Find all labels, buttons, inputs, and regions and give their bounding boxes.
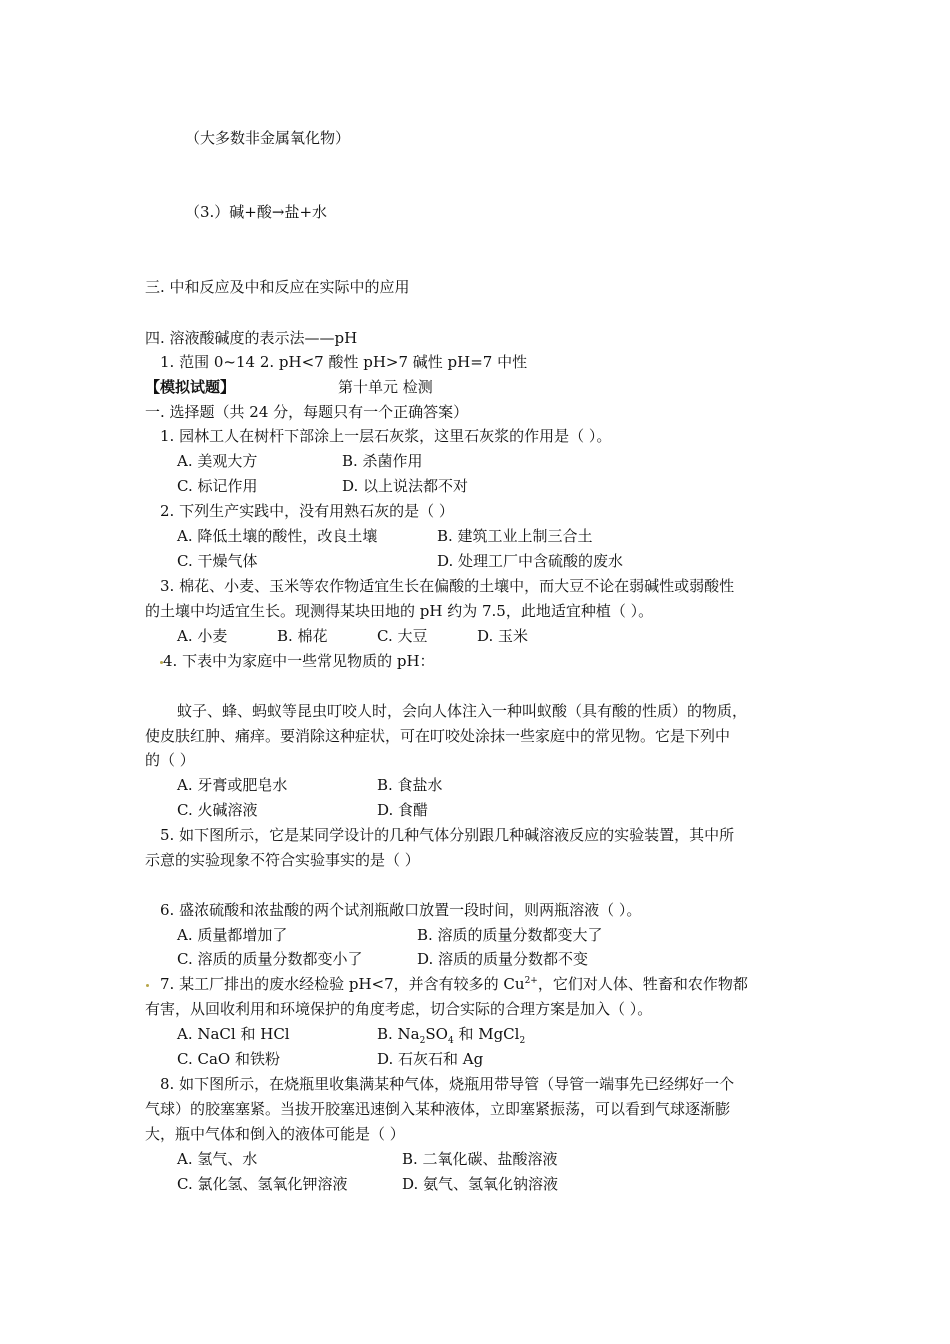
q2-option-d: D. 处理工厂中含硫酸的废水	[437, 552, 624, 570]
q7-stem-part-a: 7. 某工厂排出的废水经检验 pH<7，并含有较多的 Cu	[160, 975, 525, 993]
q1-option-b: B. 杀菌作用	[342, 452, 423, 470]
q4-option-b: B. 食盐水	[377, 776, 443, 794]
text-nonmetal-oxides: （大多数非金属氧化物）	[185, 129, 351, 147]
q7-b-sub-2: 4	[447, 1036, 454, 1046]
q6-option-a: A. 质量都增加了	[177, 926, 288, 944]
q3-option-b: B. 棉花	[277, 627, 328, 645]
q8-option-c: C. 氯化氢、氢氧化钾溶液	[177, 1175, 348, 1193]
q4-paragraph-line-3: 的（ ）	[145, 751, 195, 769]
q4-stem: 4. 下表中为家庭中一些常见物质的 pH：	[163, 652, 435, 670]
q8-stem-line-3: 大，瓶中气体和倒入的液体可能是（ ）	[145, 1125, 405, 1143]
q7-option-d: D. 石灰石和 Ag	[377, 1050, 484, 1068]
q8-stem-line-2: 气球）的胶塞塞紧。当拔开胶塞迅速倒入某种液体，立即塞紧振荡，可以看到气球逐渐膨	[145, 1100, 731, 1118]
q7-stem-line-2: 有害，从回收利用和环境保护的角度考虑，切合实际的合理方案是加入（ ）。	[145, 1000, 653, 1018]
q1-option-a: A. 美观大方	[177, 452, 258, 470]
q5-stem-line-2: 示意的实验现象不符合实验事实的是（ ）	[145, 851, 420, 869]
q2-stem: 2. 下列生产实践中，没有用熟石灰的是（ ）	[160, 502, 454, 520]
q5-stem-line-1: 5. 如下图所示，它是某同学设计的几种气体分别跟几种碱溶液反应的实验装置，其中所	[160, 826, 735, 844]
q4-paragraph-line-2: 使皮肤红肿、痛痒。要消除这种症状，可在叮咬处涂抹一些家庭中的常见物。它是下列中	[145, 727, 731, 745]
q1-option-d: D. 以上说法都不对	[342, 477, 469, 495]
q7-b-text-3: 和 MgCl	[453, 1025, 520, 1043]
q7-b-sub-3: 2	[519, 1036, 526, 1046]
q4-option-d: D. 食醋	[377, 801, 429, 819]
text-base-acid-reaction: （3.）碱+酸→盐+水	[185, 203, 328, 221]
q3-stem-line-2: 的土壤中均适宜生长。现测得某块田地的 pH 约为 7.5，此地适宜种植（ ）。	[145, 602, 654, 620]
q3-stem-line-1: 3. 棉花、小麦、玉米等农作物适宜生长在偏酸的土壤中，而大豆不论在弱碱性或弱酸性	[160, 577, 735, 595]
q1-option-c: C. 标记作用	[177, 477, 258, 495]
unit-title: 第十单元 检测	[338, 378, 433, 396]
section-4-heading: 四. 溶液酸碱度的表示法——pH	[145, 329, 358, 347]
q8-option-d: D. 氨气、氢氧化钠溶液	[402, 1175, 559, 1193]
q7-option-a: A. NaCl 和 HCl	[177, 1025, 290, 1043]
q7-stem-part-b: ，它们对人体、牲畜和农作物都	[537, 975, 748, 993]
q3-option-d: D. 玉米	[477, 627, 529, 645]
q4-option-a: A. 牙膏或肥皂水	[177, 776, 288, 794]
mock-test-label: 【模拟试题】	[145, 378, 236, 396]
q6-option-b: B. 溶质的质量分数都变大了	[417, 926, 603, 944]
ph-range-line: 1. 范围 0~14 2. pH<7 酸性 pH>7 碱性 pH=7 中性	[160, 353, 528, 371]
q7-stem-line-1	[160, 974, 748, 994]
q7-b-sub-1: 2	[419, 1036, 426, 1046]
q2-option-c: C. 干燥气体	[177, 552, 258, 570]
q7-option-b	[377, 1024, 525, 1044]
q8-stem-line-1: 8. 如下图所示，在烧瓶里收集满某种气体，烧瓶用带导管（导管一端事先已经绑好一个	[160, 1075, 735, 1093]
q1-stem: 1. 园林工人在树杆下部涂上一层石灰浆，这里石灰浆的作用是（ ）。	[160, 427, 612, 445]
q8-option-a: A. 氢气、水	[177, 1150, 258, 1168]
q6-option-d: D. 溶质的质量分数都不变	[417, 950, 589, 968]
q8-option-b: B. 二氧化碳、盐酸溶液	[402, 1150, 558, 1168]
q7-b-text-1: B. Na	[377, 1025, 420, 1043]
q4-paragraph-line-1: 蚊子、蜂、蚂蚁等昆虫叮咬人时，会向人体注入一种叫蚁酸（具有酸的性质）的物质，	[177, 702, 748, 720]
q3-option-a: A. 小麦	[177, 627, 228, 645]
bullet-dot	[146, 984, 149, 987]
q3-option-c: C. 大豆	[377, 627, 428, 645]
section-3-heading: 三. 中和反应及中和反应在实际中的应用	[145, 278, 410, 296]
q6-option-c: C. 溶质的质量分数都变小了	[177, 950, 363, 968]
q2-option-b: B. 建筑工业上制三合土	[437, 527, 593, 545]
copper-ion-charge: 2+	[524, 976, 538, 986]
q7-option-c: C. CaO 和铁粉	[177, 1050, 280, 1068]
q4-option-c: C. 火碱溶液	[177, 801, 258, 819]
q7-b-text-2: SO	[425, 1025, 448, 1043]
q6-stem: 6. 盛浓硫酸和浓盐酸的两个试剂瓶敞口放置一段时间，则两瓶溶液（ ）。	[160, 901, 642, 919]
q2-option-a: A. 降低土壤的酸性，改良土壤	[177, 527, 378, 545]
part-1-heading: 一. 选择题（共 24 分，每题只有一个正确答案）	[145, 403, 469, 421]
